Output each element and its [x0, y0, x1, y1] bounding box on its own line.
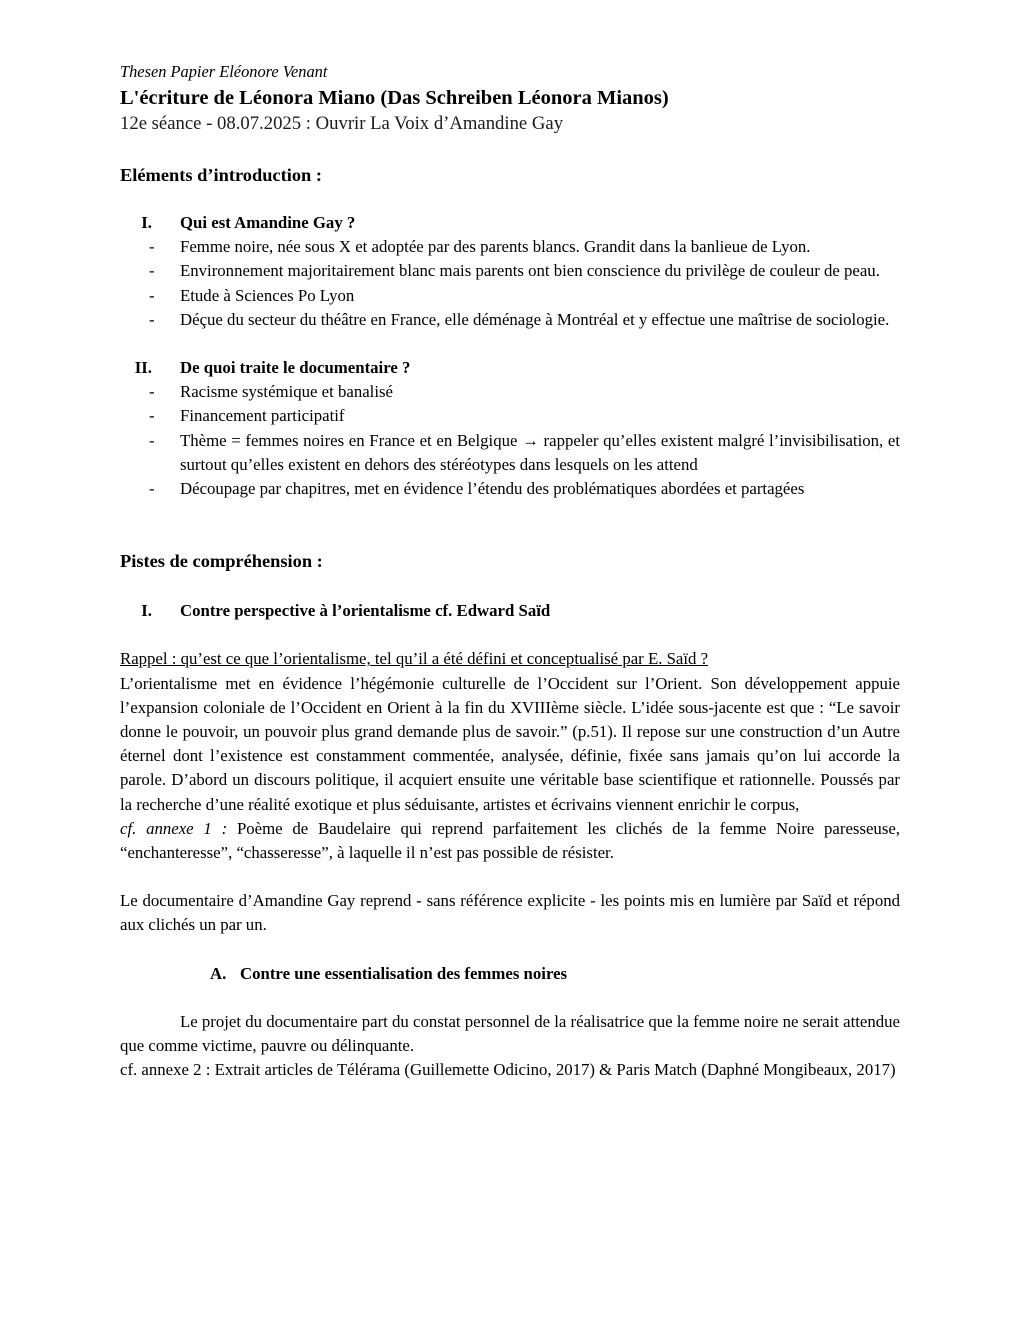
- intro-part-2-heading: [120, 356, 900, 380]
- intro-part-1-title: Qui est Amandine Gay ?: [180, 213, 356, 232]
- document-title: L'écriture de Léonora Miano (Das Schreiben Léonora Mianos): [120, 87, 669, 109]
- subsection-a-heading: [120, 962, 900, 986]
- intro-part-1-number: I.: [141, 213, 152, 232]
- intro-part-2-number: II.: [134, 358, 152, 378]
- comprehension-part-1-heading: [120, 599, 900, 623]
- list-item: - Etude à Sciences Po Lyon: [120, 284, 900, 308]
- intro-part-1-heading: [120, 211, 900, 235]
- subsection-a-number: A.: [210, 963, 227, 983]
- list-item: - Découpage par chapitres, met en évidence l’étendu des problématiques abordées et partagées: [120, 477, 900, 501]
- comprehension-heading: Pistes de compréhension :: [120, 551, 323, 572]
- documentary-paragraph: Le documentaire d’Amandine Gay reprend - sans référence explicite - les points mis en lumière par Saïd et répond aux clichés un par un.: [120, 891, 900, 935]
- list-item: - Financement participatif: [120, 404, 900, 428]
- reminder-paragraph: L’orientalisme met en évidence l’hégémonie culturelle de l’Occident sur l’Orient. Son développement appuie l’expansion coloniale de l’Occident en Orient à la fin du XVIIIème siècle. L’idée sous-jacente est que : “Le savoir donne le pouvoir, un pouvoir plus grand demande plus de savoir.” (p.51). Il repose sur une construction d’un Autre éternel dont l’existence est constamment commentée, analysée, définie, fixée sans jamais qu’on lui accorde la parole. D’abord un discours politique, il acquiert ensuite une véritable base scientifique et rationnelle. Poussés par la recherche d’une réalité exotique et plus séduisante, artistes et écrivains viennent enrichir le corpus,: [120, 673, 900, 814]
- list-item: - Racisme systémique et banalisé: [120, 380, 900, 404]
- annex-1-paragraph: [120, 817, 900, 865]
- list-item: - Thème = femmes noires en France et en Belgique → rappeler qu’elles existent malgré l’invisibilisation, et surtout qu’elles existent en dehors des stéréotypes dans lesquels on les attend: [120, 429, 900, 477]
- intro-part-2-title: De quoi traite le documentaire ?: [180, 358, 411, 378]
- intro-part-2-list: [120, 380, 900, 501]
- annex-1-text: Poème de Baudelaire qui reprend parfaitement les clichés de la femme Noire paresseuse, “enchanteresse”, “chasseresse”, à laquelle il n’est pas possible de résister.: [120, 818, 900, 863]
- list-item: - Environnement majoritairement blanc mais parents ont bien conscience du privilège de couleur de peau.: [120, 259, 900, 283]
- intro-part-1-list: [120, 235, 900, 332]
- list-item: - Déçue du secteur du théâtre en France, elle déménage à Montréal et y effectue une maîtrise de sociologie.: [120, 308, 900, 332]
- annex-2-paragraph: cf. annexe 2 : Extrait articles de Télérama (Guillemette Odicino, 2017) & Paris Match (Daphné Mongibeaux, 2017): [120, 1060, 896, 1080]
- subsection-a-title: Contre une essentialisation des femmes noires: [240, 963, 568, 983]
- list-item: - Femme noire, née sous X et adoptée par des parents blancs. Grandit dans la banlieue de Lyon.: [120, 235, 900, 259]
- intro-heading: Eléments d’introduction :: [120, 165, 322, 185]
- session-line: 12e séance - 08.07.2025 : Ouvrir La Voix d’Amandine Gay: [120, 113, 564, 134]
- comprehension-part-1-number: I.: [141, 601, 152, 621]
- project-paragraph: Le projet du documentaire part du constat personnel de la réalisatrice que la femme noire ne serait attendue que comme victime, pauvre ou délinquante.: [120, 1011, 900, 1056]
- document-page: [120, 60, 900, 1082]
- course-line: Thesen Papier Eléonore Venant: [120, 62, 328, 81]
- comprehension-part-1-title: Contre perspective à l’orientalisme cf. Edward Saïd: [180, 601, 551, 621]
- annex-1-label: cf. annexe 1 :: [120, 818, 228, 838]
- reminder-title: Rappel : qu’est ce que l’orientalisme, tel qu’il a été défini et conceptualisé par E. Saïd ?: [120, 649, 709, 669]
